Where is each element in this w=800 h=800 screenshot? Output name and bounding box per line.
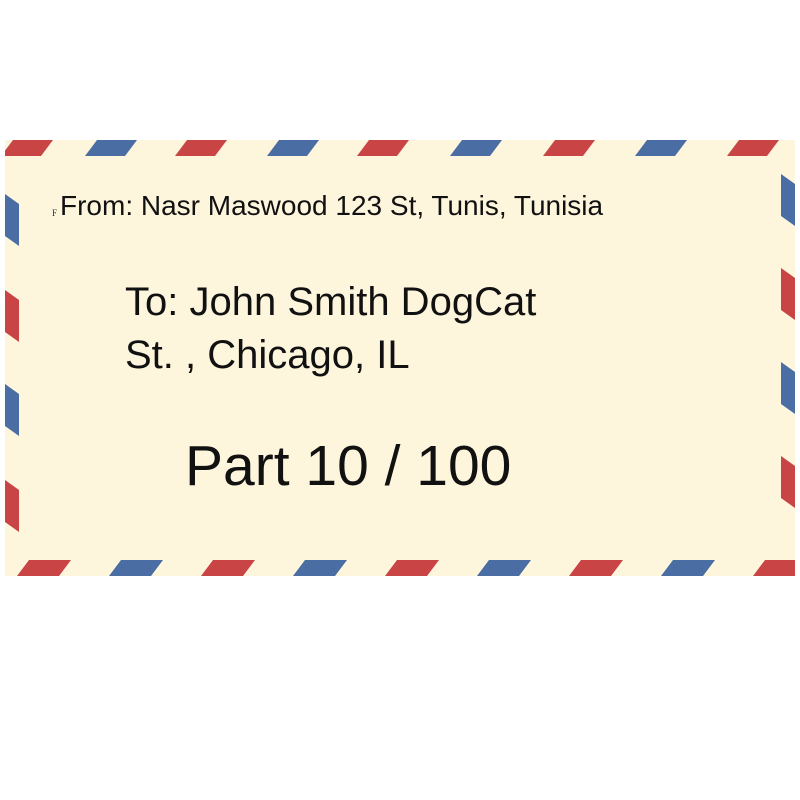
bottom-stripe (293, 560, 347, 576)
left-stripe (5, 290, 19, 342)
bottom-stripes (17, 560, 795, 576)
bottom-stripe (477, 560, 531, 576)
part-counter: Part 10 / 100 (185, 434, 512, 498)
bottom-stripe (109, 560, 163, 576)
bottom-stripe (17, 560, 71, 576)
top-stripes (5, 140, 779, 156)
right-stripe (781, 456, 795, 508)
top-stripe (357, 140, 409, 156)
bottom-stripe (753, 560, 795, 576)
right-stripes (781, 174, 795, 508)
top-stripe (727, 140, 779, 156)
bottom-stripe (201, 560, 255, 576)
right-stripe (781, 362, 795, 414)
top-stripe (450, 140, 502, 156)
from-marker-glyph: F (52, 208, 58, 218)
bottom-stripe (661, 560, 715, 576)
left-stripes (5, 194, 19, 532)
top-stripe (635, 140, 687, 156)
airmail-envelope (5, 140, 795, 576)
top-stripe (85, 140, 137, 156)
recipient-address-line-1: To: John Smith DogCat (125, 280, 537, 324)
top-stripe (267, 140, 319, 156)
recipient-address-line-2: St. , Chicago, IL (125, 333, 410, 377)
left-stripe (5, 384, 19, 436)
top-stripe (543, 140, 595, 156)
sender-address: From: Nasr Maswood 123 St, Tunis, Tunisia (60, 190, 604, 221)
left-stripe (5, 194, 19, 246)
right-stripe (781, 268, 795, 320)
bottom-stripe (385, 560, 439, 576)
top-stripe (5, 140, 53, 156)
bottom-stripe (569, 560, 623, 576)
left-stripe (5, 480, 19, 532)
top-stripe (175, 140, 227, 156)
right-stripe (781, 174, 795, 226)
